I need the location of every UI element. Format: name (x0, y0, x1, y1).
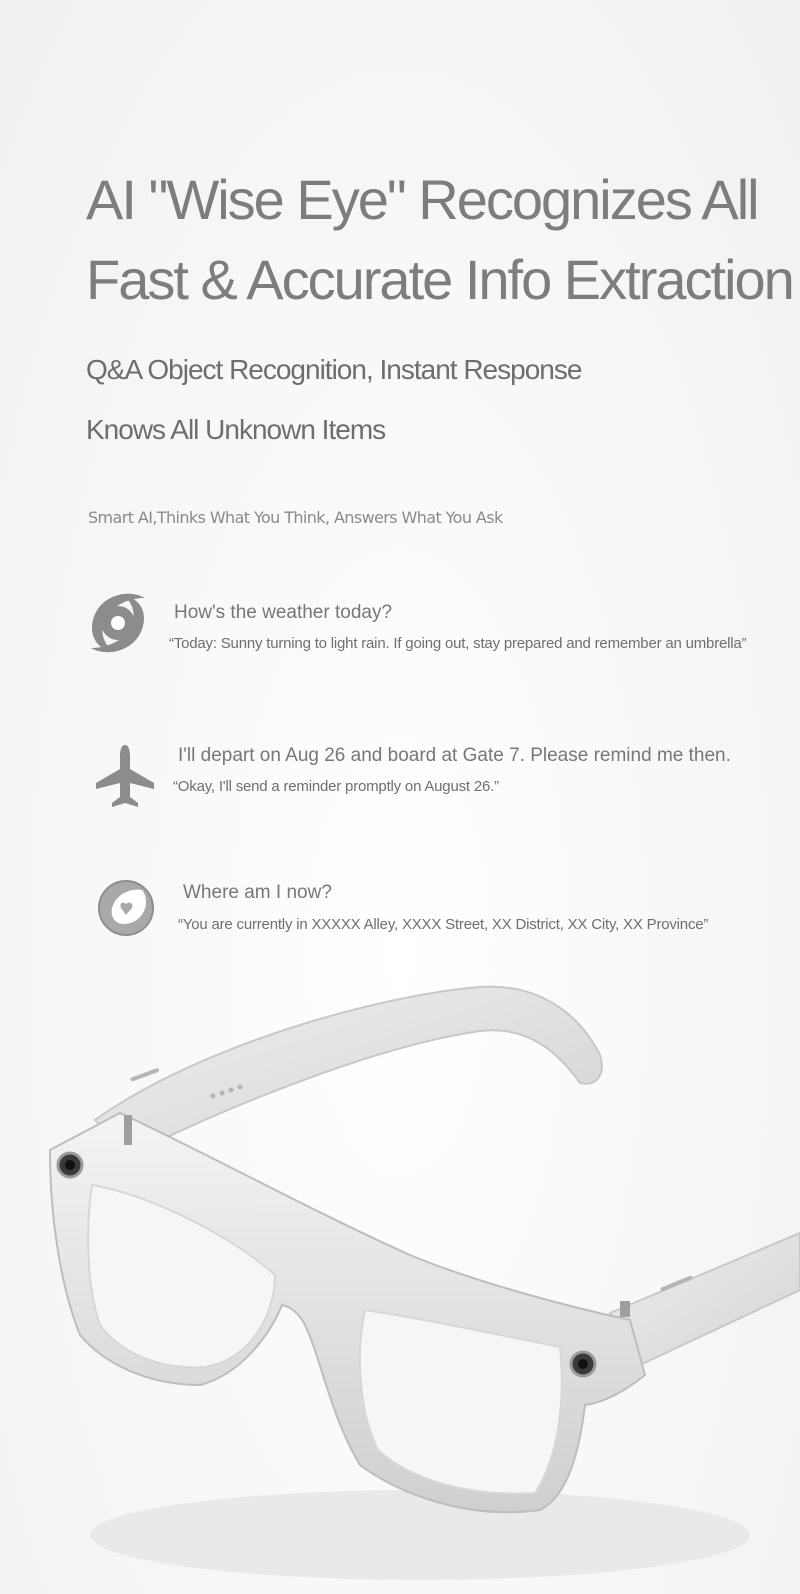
answer-text: “Today: Sunny turning to light rain. If going out, stay prepared and remember an umbrella” (169, 635, 747, 652)
qa-item-location (0, 874, 800, 954)
answer-text: “You are currently in XXXXX Alley, XXXX Street, XX District, XX City, XX Province” (178, 916, 709, 933)
question-text: Where am I now? (183, 882, 332, 903)
headline-line-2: Fast & Accurate Info Extraction (86, 248, 793, 311)
headline (86, 160, 793, 320)
headline-line-1: AI "Wise Eye" Recognizes All (86, 168, 758, 231)
subheadline (86, 340, 581, 460)
question-text: How's the weather today? (174, 602, 393, 623)
subheadline-line-1: Q&A Object Recognition, Instant Response (86, 354, 582, 385)
subheadline-line-2: Knows All Unknown Items (86, 414, 386, 445)
qa-item-weather (0, 590, 800, 670)
question-text: I'll depart on Aug 26 and board at Gate 7. Please remind me then. (178, 745, 731, 766)
tagline: Smart AI,Thinks What You Think, Answers What You Ask (88, 508, 503, 527)
answer-text: “Okay, I'll send a reminder promptly on August 26.” (173, 778, 499, 795)
smart-glasses-image (0, 975, 800, 1594)
airplane-icon (92, 743, 158, 809)
weather-icon (85, 590, 151, 656)
qa-item-flight (0, 737, 800, 817)
location-icon (96, 878, 162, 944)
